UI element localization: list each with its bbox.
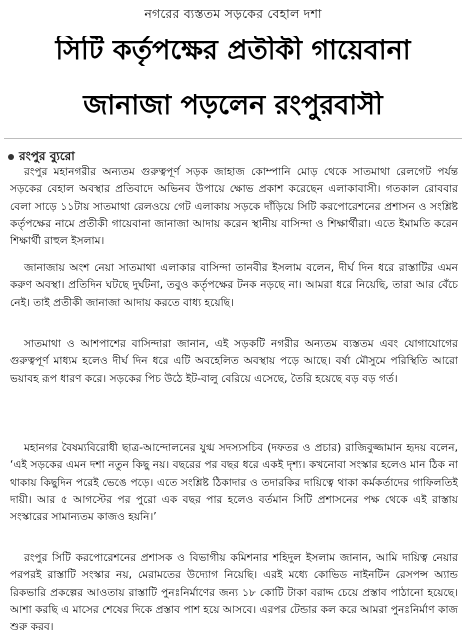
article-paragraph-1: রংপুর মহানগরীর অন্যতম গুরুত্বপূর্ণ সড়ক জাহাজ কোম্পানি মোড় থেকে সাতমাথা রেলগেট পর্যন্ত সড়কের বেহাল অবস্থার প্রতিবাদে অভিনব উপায়ে ক্ষোভ প্রকাশ করেছেন এলাকাবাসী। গতকাল রোববার বেলা সাড়ে ১১টায় সাতমাথা রেলওয়ে গেট এলাকায় সড়কে দাঁড়িয়ে সিটি করপোরেশনের প্রশাসন ও সংশ্লিষ্ট কর্তৃপক্ষের নামে প্রতীকী গায়েবানা জানাজা আদায় করেন স্থানীয় বাসিন্দা ও শিক্ষার্থীরা। এতে ইমামতি করেন শিক্ষার্থী রাহুল ইসলাম।: [10, 166, 458, 248]
article-kicker: নগরের ব্যস্ততম সড়কের বেহাল দশা: [144, 6, 322, 21]
headline-line-2: জানাজা পড়লেন রংপুরবাসী: [83, 91, 383, 121]
byline-text: রংপুর ব্যুরো: [19, 149, 75, 163]
headline-line-1: সিটি কর্তৃপক্ষের প্রতীকী গায়েবানা: [55, 36, 411, 66]
article-paragraph-5: রংপুর সিটি করপোরেশনের প্রশাসক ও বিভাগীয় কমিশনার শহিদুল ইসলাম জানান, আমি দায়িত্ব নেয়ার পরপরই রাস্তাটি সংস্কার নয়, মেরামতের উদ্যোগ নিয়েছি। এরই মধ্যে কোভিড নাইনটিন রেসপন্স অ্যান্ড রিকভারি প্রকল্পের আওতায় রাস্তাটি পুনঃনির্মাণের জন্য ১৮ কোটি টাকা বরাদ্দ চেয়ে প্রস্তাব পাঠানো হয়েছে। আশা করছি এ মাসের শেষের দিকে প্রস্তাব পাশ হয়ে আসবে। এরপর টেন্ডার কল করে আমরা পুনঃনির্মাণ কাজ শুরু করব।: [10, 552, 458, 632]
headline-divider: [4, 138, 462, 139]
article-paragraph-3: সাতমাথা ও আশপাশের বাসিন্দারা জানান, এই সড়কটি নগরীর অন্যতম ব্যস্ততম এবং যোগাযোগের গুরুত্বপূর্ণ মাধ্যম হলেও দীর্ঘ দিন ধরে এটি অবহেলিত অবস্থায় পড়ে আছে। বর্ষা মৌসুমে পরিস্থিতি আরো ভয়াবহ রূপ ধারণ করে। সড়কের পিচ উঠে ইট-বালু বেরিয়ে এসেছে, তৈরি হয়েছে বড় বড় গর্ত।: [10, 338, 458, 385]
byline-bullet-icon: [8, 154, 14, 160]
article-paragraph-4: মহানগর বৈষম্যবিরোধী ছাত্র-আন্দোলনের যুগ্ম সদস্যসচিব (দফতর ও প্রচার) রাজিবুজ্জামান হৃদয় বলেন, ‘এই সড়কের এমন দশা নতুন কিছু নয়। বছরের পর বছর ধরে একই দৃশ্য। কখনোবা সংস্কার হলেও মান ঠিক না থাকায় কিছুদিন পরেই ভেঙে পড়ে। এতে সংশ্লিষ্ট ঠিকাদার ও তদারকির দায়িত্বে থাকা কর্মকর্তাদের গাফিলতিই দায়ী। আর ৫ আগস্টের পর পুরো এক বছর পার হলেও বর্তমান সিটি প্রশাসনের পক্ষ থেকে এই রাস্তায় সংস্কারের সামান্যতম কাজও হয়নি।’: [10, 442, 458, 524]
article-paragraph-2: জানাজায় অংশ নেয়া সাতমাথা এলাকার বাসিন্দা তানবীর ইসলাম বলেন, দীর্ঘ দিন ধরে রাস্তাটির এমন করুণ অবস্থা। প্রতিদিন ঘটছে দুর্ঘটনা, তবুও কর্তৃপক্ষের টনক নড়ছে না। আমরা ধরে নিয়েছি, তারা আর বেঁচে নেই। তাই প্রতীকী জানাজা আদায় করতে বাধ্য হয়েছি।: [10, 262, 458, 309]
